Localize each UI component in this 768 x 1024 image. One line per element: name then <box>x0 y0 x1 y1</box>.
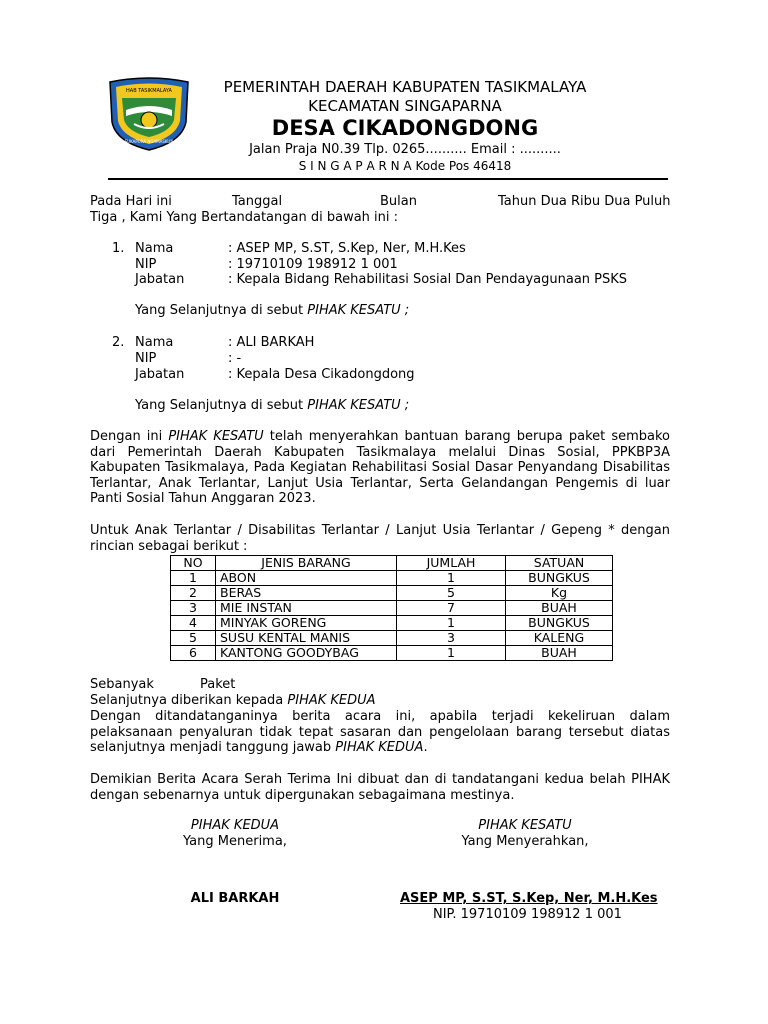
logo-bottom-text: SUKAPURA NGAMASKUN <box>124 139 174 144</box>
party1-position-key: Jabatan <box>135 272 185 287</box>
table-header-row <box>171 556 613 571</box>
given-to-line: Selanjutnya diberikan kepada PIHAK KEDUA <box>90 693 376 708</box>
opening-line2: Tiga , Kami Yang Bertandatangan di bawah ini : <box>90 210 399 225</box>
opening-year: Tahun Dua Ribu Dua Puluh <box>498 194 671 209</box>
party2-position-value: : Kepala Desa Cikadongdong <box>228 367 415 382</box>
table-row <box>171 616 613 631</box>
cell-item: BERAS <box>216 586 397 601</box>
right-signer-caption: Yang Menyerahkan, <box>461 834 589 849</box>
right-signer-nip: NIP. 19710109 198912 1 001 <box>433 907 622 922</box>
cell-qty: 7 <box>397 601 506 616</box>
cell-no: 2 <box>171 586 216 601</box>
cell-no: 5 <box>171 631 216 646</box>
table-row <box>171 631 613 646</box>
cell-unit: BUNGKUS <box>506 571 613 586</box>
opening-month: Bulan <box>380 194 417 209</box>
table-row <box>171 571 613 586</box>
details-intro: Untuk Anak Terlantar / Disabilitas Terlantar / Lanjut Usia Terlantar / Gepeng * dengan rincian sebagai berikut : <box>90 523 670 554</box>
left-signer-caption: Yang Menerima, <box>183 834 287 849</box>
cell-qty: 1 <box>397 646 506 661</box>
col-header-qty: JUMLAH <box>397 556 506 571</box>
party1-note: Yang Selanjutnya di sebut PIHAK KESATU ; <box>135 303 410 318</box>
party1-number: 1. <box>112 241 125 256</box>
party1-nip-value: : 19710109 198912 1 001 <box>228 257 398 272</box>
header-address: Jalan Praja N0.39 Tlp. 0265.......... Email : .......... <box>249 142 561 157</box>
left-signer-role: PIHAK KEDUA <box>190 818 280 833</box>
party1-nip-key: NIP <box>135 257 157 272</box>
left-signer-name: ALI BARKAH <box>190 891 280 906</box>
col-header-no: NO <box>171 556 216 571</box>
cell-item: SUSU KENTAL MANIS <box>216 631 397 646</box>
goods-table <box>170 555 613 661</box>
party2-number: 2. <box>112 335 125 350</box>
table-row <box>171 586 613 601</box>
table-row <box>171 646 613 661</box>
cell-unit: BUAH <box>506 646 613 661</box>
party2-note: Yang Selanjutnya di sebut PIHAK KESATU ; <box>135 398 410 413</box>
cell-item: MIE INSTAN <box>216 601 397 616</box>
cell-qty: 1 <box>397 571 506 586</box>
handover-paragraph: Dengan ini PIHAK KESATU telah menyerahkan bantuan barang berupa paket sembako dari Pemerintah Daerah Kabupaten Tasikmalaya melalui Dinas Sosial, PPKBP3A Kabupaten Tasikmalaya, Pada Kegiatan Rehabilitasi Sosial Dasar Penyandang Disabilitas Terlantar, Anak Terlantar, Lanjut Usia Terlantar, Serta Gelandangan Pengemis di luar Panti Sosial Tahun Anggaran 2023. <box>90 429 670 506</box>
cell-unit: Kg <box>506 586 613 601</box>
logo-top-text: HAB TASIKMALAYA <box>126 88 172 94</box>
header-government: PEMERINTAH DAERAH KABUPATEN TASIKMALAYA <box>223 78 587 96</box>
opening-date: Tanggal <box>232 194 283 209</box>
regency-emblem <box>104 76 194 152</box>
table-row <box>171 601 613 616</box>
header-postal: S I N G A P A R N A Kode Pos 46418 <box>298 159 512 173</box>
cell-qty: 3 <box>397 631 506 646</box>
amount-label: Sebanyak <box>90 677 154 692</box>
col-header-item: JENIS BARANG <box>216 556 397 571</box>
col-header-unit: SATUAN <box>506 556 613 571</box>
opening-day: Pada Hari ini <box>90 194 172 209</box>
cell-qty: 1 <box>397 616 506 631</box>
cell-no: 6 <box>171 646 216 661</box>
cell-unit: BUNGKUS <box>506 616 613 631</box>
package-label: Paket <box>200 677 236 692</box>
cell-unit: BUAH <box>506 601 613 616</box>
party1-name-value: : ASEP MP, S.ST, S.Kep, Ner, M.H.Kes <box>228 241 466 256</box>
right-signer-name: ASEP MP, S.ST, S.Kep, Ner, M.H.Kes <box>400 891 658 906</box>
right-signer-role: PIHAK KESATU <box>478 818 572 833</box>
party2-nip-value: : - <box>228 351 242 366</box>
cell-no: 3 <box>171 601 216 616</box>
cell-item: KANTONG GOODYBAG <box>216 646 397 661</box>
closing-paragraph: Demikian Berita Acara Serah Terima Ini dibuat dan di tandatangani kedua belah PIHAK dengan sebenarnya untuk dipergunakan sebagaimana mestinya. <box>90 772 670 803</box>
header-village: DESA CIKADONGDONG <box>271 116 539 140</box>
party2-name-value: : ALI BARKAH <box>228 335 315 350</box>
cell-unit: KALENG <box>506 631 613 646</box>
cell-no: 1 <box>171 571 216 586</box>
party1-name-key: Nama <box>135 241 174 256</box>
cell-item: MINYAK GORENG <box>216 616 397 631</box>
header-divider <box>108 178 668 180</box>
party2-nip-key: NIP <box>135 351 157 366</box>
party1-position-value: : Kepala Bidang Rehabilitasi Sosial Dan Pendayagunaan PSKS <box>228 272 628 287</box>
cell-item: ABON <box>216 571 397 586</box>
cell-qty: 5 <box>397 586 506 601</box>
party2-name-key: Nama <box>135 335 174 350</box>
party2-position-key: Jabatan <box>135 367 185 382</box>
header-district: KECAMATAN SINGAPARNA <box>308 97 502 115</box>
responsibility-paragraph: Dengan ditandatanganinya berita acara ini, apabila terjadi kekeliruan dalam pelaksanaan penyaluran tidak tepat sasaran dan pengelolaan barang tersebut diatas selanjutnya menjadi tanggung jawab PIHAK KEDUA. <box>90 709 670 755</box>
cell-no: 4 <box>171 616 216 631</box>
